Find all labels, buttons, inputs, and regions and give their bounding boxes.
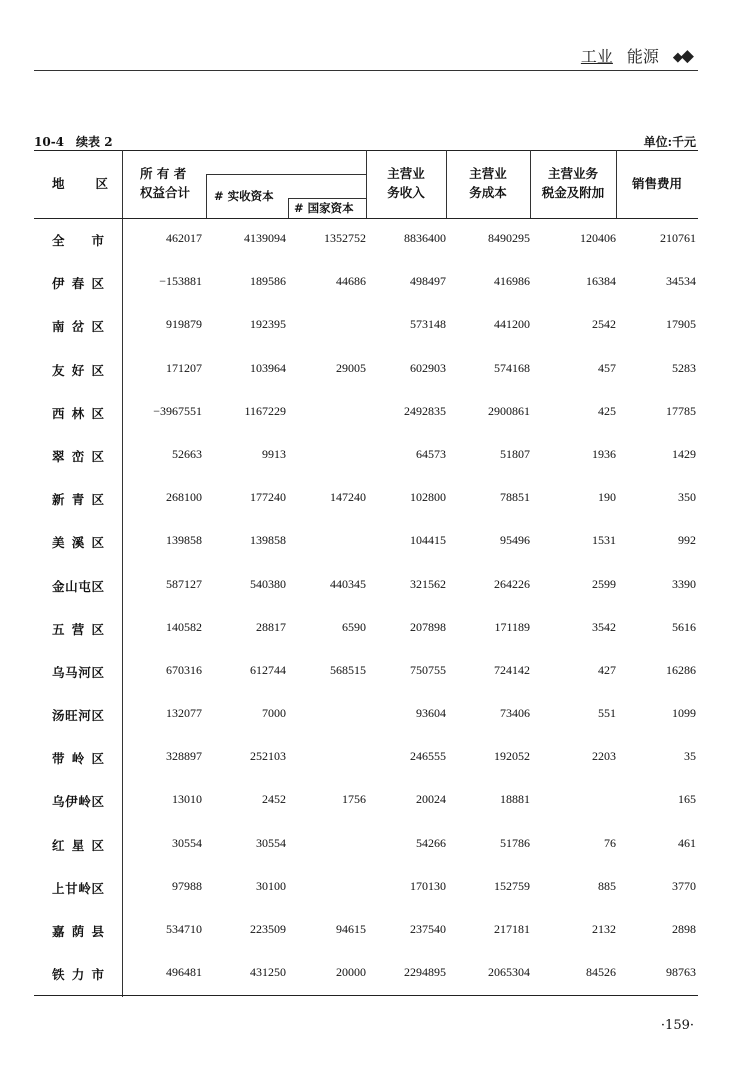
table-row <box>34 737 698 780</box>
main-revenue-cell: 2294895 <box>404 965 446 980</box>
table-row <box>34 219 698 262</box>
header-equity-line1: 所 有 者 <box>140 166 187 181</box>
main-cost-cell: 574168 <box>494 360 530 375</box>
table-row <box>34 910 698 953</box>
main-tax-cell: 2542 <box>592 317 616 332</box>
table-row <box>34 953 698 996</box>
region-cell: 带岭区 <box>52 751 104 767</box>
header-rule <box>34 70 698 71</box>
main-revenue-cell: 602903 <box>410 360 446 375</box>
header-section: 工业 <box>580 47 613 66</box>
state-capital-cell: 568515 <box>330 662 366 677</box>
region-cell: 铁力市 <box>52 967 104 983</box>
table-row <box>34 349 698 392</box>
sales-expense-cell: 3390 <box>672 576 696 591</box>
main-tax-cell: 76 <box>604 835 616 850</box>
paid-in-capital-cell: 540380 <box>250 576 286 591</box>
equity-cell: 132077 <box>166 706 202 721</box>
diamond-ornament-icon: ◆◆ <box>672 45 692 66</box>
main-cost-cell: 2065304 <box>488 965 530 980</box>
paid-in-capital-cell: 30100 <box>256 878 286 893</box>
main-cost-cell: 724142 <box>494 662 530 677</box>
sales-expense-cell: 5616 <box>672 619 696 634</box>
equity-cell: 140582 <box>166 619 202 634</box>
state-capital-cell: 94615 <box>336 922 366 936</box>
paid-in-box-left <box>206 174 207 218</box>
main-revenue-cell: 104415 <box>410 533 446 548</box>
region-cell: 乌马河区 <box>52 664 104 680</box>
equity-cell: 13010 <box>172 792 202 807</box>
table-row <box>34 824 698 867</box>
state-capital-cell: 20000 <box>336 965 366 980</box>
unit-label: 单位:千元 <box>643 135 696 149</box>
sales-expense-cell: 35 <box>684 749 696 764</box>
table-row <box>34 262 698 305</box>
main-cost-cell: 416986 <box>494 274 530 289</box>
region-cell: 美溪区 <box>52 535 104 551</box>
sales-expense-cell: 3770 <box>672 878 696 893</box>
header-cost-line2: 务成本 <box>469 185 507 200</box>
main-tax-cell: 457 <box>598 360 616 375</box>
region-cell: 嘉荫县 <box>52 924 104 939</box>
table-row <box>34 305 698 348</box>
table-label: 10-4 续表 2 <box>34 135 113 149</box>
paid-in-capital-cell: 139858 <box>250 533 286 548</box>
main-cost-cell: 171189 <box>494 619 530 634</box>
table-row <box>34 608 698 651</box>
main-cost-cell: 8490295 <box>488 231 530 245</box>
main-revenue-cell: 20024 <box>416 792 446 807</box>
equity-cell: 919879 <box>166 317 202 332</box>
region-cell: 南岔区 <box>52 319 104 335</box>
region-cell: 汤旺河区 <box>52 708 104 724</box>
sales-expense-cell: 461 <box>678 835 696 850</box>
region-cell: 伊春区 <box>52 276 104 292</box>
main-tax-cell: 2132 <box>592 922 616 936</box>
paid-in-capital-cell: 4139094 <box>244 231 286 245</box>
main-revenue-cell: 64573 <box>416 446 446 461</box>
state-capital-cell: 44686 <box>336 274 366 289</box>
paid-in-capital-cell: 177240 <box>250 490 286 505</box>
main-revenue-cell: 8836400 <box>404 231 446 245</box>
equity-cell: 268100 <box>166 490 202 505</box>
equity-cell: −3967551 <box>153 403 202 418</box>
main-revenue-cell: 498497 <box>410 274 446 289</box>
table-body <box>34 219 698 996</box>
main-revenue-cell: 207898 <box>410 619 446 634</box>
main-revenue-cell: 102800 <box>410 490 446 505</box>
main-tax-cell: 551 <box>598 706 616 721</box>
equity-cell: 328897 <box>166 749 202 764</box>
main-revenue-cell: 321562 <box>410 576 446 591</box>
table-row <box>34 478 698 521</box>
state-capital-cell: 29005 <box>336 360 366 375</box>
main-cost-cell: 78851 <box>500 490 530 505</box>
sales-expense-cell: 98763 <box>666 965 696 980</box>
main-tax-cell: 120406 <box>580 231 616 245</box>
equity-cell: 670316 <box>166 662 202 677</box>
paid-in-capital-cell: 431250 <box>250 965 286 980</box>
paid-in-capital-cell: 223509 <box>250 922 286 936</box>
main-cost-cell: 51807 <box>500 446 530 461</box>
main-tax-cell: 84526 <box>586 965 616 980</box>
equity-cell: 534710 <box>166 922 202 936</box>
header-tax-line2: 税金及附加 <box>541 185 605 200</box>
state-capital-cell: 440345 <box>330 576 366 591</box>
sales-expense-cell: 165 <box>678 792 696 807</box>
sales-expense-cell: 992 <box>678 533 696 548</box>
table-row <box>34 392 698 435</box>
main-revenue-cell: 2492835 <box>404 403 446 418</box>
equity-cell: 139858 <box>166 533 202 548</box>
paid-in-capital-cell: 7000 <box>262 706 286 721</box>
sales-expense-cell: 2898 <box>672 922 696 936</box>
main-tax-cell: 1936 <box>592 446 616 461</box>
main-cost-cell: 441200 <box>494 317 530 332</box>
header-sales-expense: 销售费用 <box>631 176 682 191</box>
region-cell: 金山屯区 <box>52 578 104 594</box>
paid-in-box-top <box>206 174 366 175</box>
header-cost-line1: 主营业 <box>469 166 507 181</box>
sales-expense-cell: 17785 <box>666 403 696 418</box>
equity-cell: 171207 <box>166 360 202 375</box>
main-revenue-cell: 246555 <box>410 749 446 764</box>
table-row <box>34 651 698 694</box>
equity-cell: 52663 <box>172 446 202 461</box>
sales-expense-cell: 5283 <box>672 360 696 375</box>
region-cell: 全 市 <box>52 233 104 248</box>
equity-cell: 97988 <box>172 878 202 893</box>
main-cost-cell: 152759 <box>494 878 530 893</box>
region-cell: 乌伊岭区 <box>52 794 104 810</box>
main-cost-cell: 73406 <box>500 706 530 721</box>
header-revenue-line2: 务收入 <box>387 185 425 200</box>
main-tax-cell: 3542 <box>592 619 616 634</box>
header-region: 地 区 <box>52 176 108 191</box>
sales-expense-cell: 1099 <box>672 706 696 721</box>
table-row <box>34 780 698 823</box>
equity-cell: 30554 <box>172 835 202 850</box>
main-tax-cell: 427 <box>598 662 616 677</box>
main-revenue-cell: 54266 <box>416 835 446 850</box>
main-revenue-cell: 237540 <box>410 922 446 936</box>
main-tax-cell: 425 <box>598 403 616 418</box>
state-box-left <box>288 198 289 218</box>
paid-in-capital-cell: 9913 <box>262 446 286 461</box>
main-tax-cell: 2203 <box>592 749 616 764</box>
paid-in-capital-cell: 192395 <box>250 317 286 332</box>
paid-in-capital-cell: 189586 <box>250 274 286 289</box>
header-state-capital: # 国家资本 <box>294 201 354 215</box>
sales-expense-cell: 16286 <box>666 662 696 677</box>
main-revenue-cell: 573148 <box>410 317 446 332</box>
paid-in-capital-cell: 103964 <box>250 360 286 375</box>
sales-expense-cell: 350 <box>678 490 696 505</box>
header-subsection: 能源 <box>626 47 659 66</box>
region-cell: 红星区 <box>52 837 104 853</box>
header-tax-line1: 主营业务 <box>547 166 598 181</box>
main-tax-cell: 16384 <box>586 274 616 289</box>
header-paid-in-capital: # 实收资本 <box>214 189 274 203</box>
page-number: ·159· <box>660 1018 694 1033</box>
region-cell: 翠峦区 <box>52 448 104 464</box>
paid-in-capital-cell: 612744 <box>250 662 286 677</box>
main-tax-cell: 2599 <box>592 576 616 591</box>
table-row <box>34 521 698 564</box>
main-cost-cell: 95496 <box>500 533 530 548</box>
running-header <box>581 44 692 67</box>
header-equity-line2: 权益合计 <box>140 185 191 200</box>
main-tax-cell: 885 <box>598 878 616 893</box>
paid-in-capital-cell: 2452 <box>262 792 286 807</box>
equity-cell: 587127 <box>166 576 202 591</box>
main-cost-cell: 264226 <box>494 576 530 591</box>
region-cell: 友好区 <box>52 362 104 378</box>
paid-in-capital-cell: 28817 <box>256 619 286 634</box>
paid-in-capital-cell: 1167229 <box>244 403 286 418</box>
sales-expense-cell: 17905 <box>666 317 696 332</box>
main-tax-cell: 190 <box>598 490 616 505</box>
paid-in-capital-cell: 252103 <box>250 749 286 764</box>
table-row <box>34 694 698 737</box>
header-revenue-line1: 主营业 <box>387 166 425 181</box>
main-cost-cell: 18881 <box>500 792 530 807</box>
table-bottom-rule <box>34 995 698 996</box>
main-tax-cell: 1531 <box>592 533 616 548</box>
main-revenue-cell: 170130 <box>410 878 446 893</box>
sales-expense-cell: 34534 <box>666 274 696 289</box>
equity-cell: 462017 <box>166 231 202 245</box>
sales-expense-cell: 210761 <box>660 231 696 245</box>
state-capital-cell: 1756 <box>342 792 366 807</box>
main-revenue-cell: 93604 <box>416 706 446 721</box>
region-cell: 西林区 <box>52 405 104 421</box>
state-capital-cell: 1352752 <box>324 231 366 245</box>
paid-in-capital-cell: 30554 <box>256 835 286 850</box>
region-cell: 五营区 <box>52 621 104 637</box>
equity-cell: 496481 <box>166 965 202 980</box>
sales-expense-cell: 1429 <box>672 446 696 461</box>
region-cell: 上甘岭区 <box>52 880 104 896</box>
main-cost-cell: 192052 <box>494 749 530 764</box>
main-cost-cell: 217181 <box>494 922 530 936</box>
equity-cell: −153881 <box>159 274 202 289</box>
main-revenue-cell: 750755 <box>410 662 446 677</box>
main-cost-cell: 51786 <box>500 835 530 850</box>
table-row <box>34 435 698 478</box>
region-cell: 新青区 <box>52 492 104 508</box>
table-row <box>34 565 698 608</box>
table-row <box>34 867 698 910</box>
state-capital-cell: 6590 <box>342 619 366 634</box>
main-cost-cell: 2900861 <box>488 403 530 418</box>
state-capital-cell: 147240 <box>330 490 366 505</box>
